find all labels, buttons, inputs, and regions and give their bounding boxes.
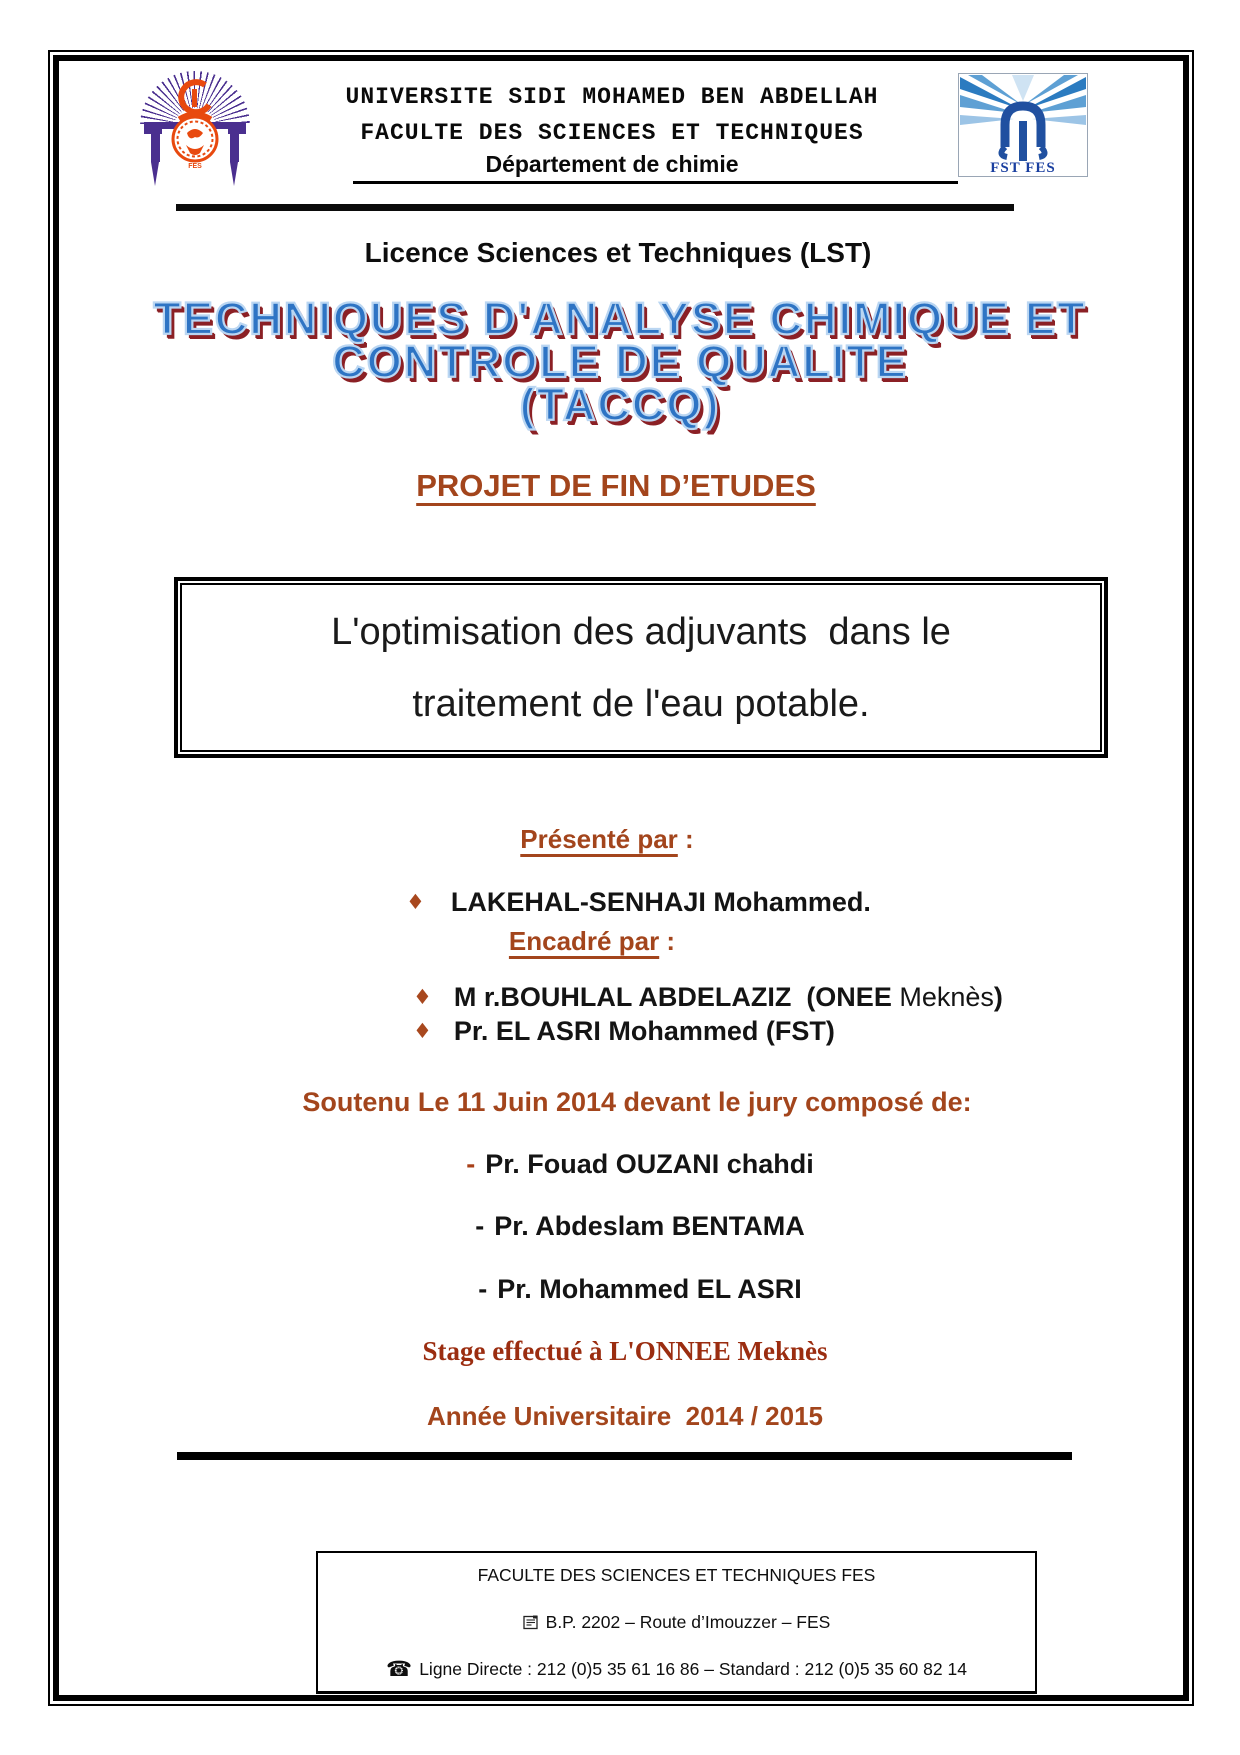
jury-member-row: [80, 1274, 1200, 1305]
jury-member-name: Pr. Mohammed EL ASRI: [497, 1274, 802, 1304]
student-row: [406, 887, 871, 918]
wordart-line-1: TECHNIQUES D'ANALYSE CHIMIQUE ET: [153, 293, 1087, 344]
contact-address-row: [326, 1612, 1027, 1633]
contact-address: B.P. 2202 – Route d’Imouzzer – FES: [545, 1612, 831, 1632]
department-underline: [353, 181, 958, 184]
licence-line: Licence Sciences et Techniques (LST): [364, 237, 872, 268]
defense-intro: Soutenu Le 11 Juin 2014 devant le jury composé de:: [302, 1087, 972, 1117]
supervised-by-label: Encadré par :: [508, 926, 676, 956]
contact-phone-row: [326, 1659, 1027, 1680]
jury-member-row: [80, 1149, 1200, 1180]
emblem-pillar-left: [151, 134, 160, 162]
faculty-name: FACULTE DES SCIENCES ET TECHNIQUES: [360, 120, 864, 146]
university-logo: [134, 71, 256, 193]
jury-member-name: Pr. Fouad OUZANI chahdi: [485, 1149, 814, 1179]
report-title-box: [174, 577, 1108, 758]
diamond-bullet-icon: ♦: [413, 985, 432, 1009]
presented-by-label: Présenté par :: [520, 824, 694, 854]
contact-phone: Ligne Directe : 212 (0)5 35 61 16 86 – Standard : 212 (0)5 35 60 82 14: [419, 1659, 967, 1679]
phone-icon: ☎: [386, 1657, 413, 1681]
report-title-line-1: L'optimisation des adjuvants dans le: [331, 610, 951, 653]
emblem-pillar-right: [230, 134, 239, 162]
jury-dash: -: [478, 1274, 488, 1304]
internship-note: Stage effectué à L'ONNEE Meknès: [422, 1336, 828, 1366]
contact-box: [316, 1551, 1037, 1694]
supervisor-2-name: Pr. EL ASRI Mohammed (FST): [453, 1016, 835, 1046]
contact-faculty: FACULTE DES SCIENCES ET TECHNIQUES FES: [477, 1565, 876, 1585]
jury-dash: -: [466, 1149, 476, 1179]
university-name: UNIVERSITE SIDI MOHAMED BEN ABDELLAH: [345, 84, 879, 110]
diamond-bullet-icon: ♦: [406, 890, 425, 914]
footer-rule: [177, 1452, 1072, 1460]
report-title-line-2: traitement de l'eau potable.: [412, 682, 870, 725]
wordart-line-3: (TACCQ): [519, 379, 721, 430]
header-rule: [176, 204, 1014, 211]
mail-icon: [523, 1615, 539, 1630]
jury-dash: -: [475, 1211, 485, 1241]
fst-logo-caption: FST FES: [990, 160, 1056, 176]
academic-year: Année Universitaire 2014 / 2015: [426, 1401, 823, 1431]
program-wordart: [60, 293, 1180, 430]
supervisor-1-name: M r.BOUHLAL ABDELAZIZ (ONEE Meknès): [453, 982, 1003, 1012]
wordart-line-2: CONTROLE DE QUALITE: [332, 336, 908, 387]
student-name: LAKEHAL-SENHAJI Mohammed.: [450, 887, 871, 917]
svg-text:FES: FES: [188, 163, 202, 170]
emblem-medallion: [165, 79, 225, 171]
diamond-bullet-icon: ♦: [413, 1019, 432, 1043]
fst-fes-logo: [958, 73, 1088, 177]
department-name: Département de chimie: [485, 151, 739, 177]
supervisor-row-1: [413, 982, 1003, 1013]
jury-member-name: Pr. Abdeslam BENTAMA: [494, 1211, 805, 1241]
jury-member-row: [80, 1211, 1200, 1242]
supervisor-row-2: [413, 1016, 835, 1047]
project-label: PROJET DE FIN D’ETUDES: [416, 468, 816, 503]
